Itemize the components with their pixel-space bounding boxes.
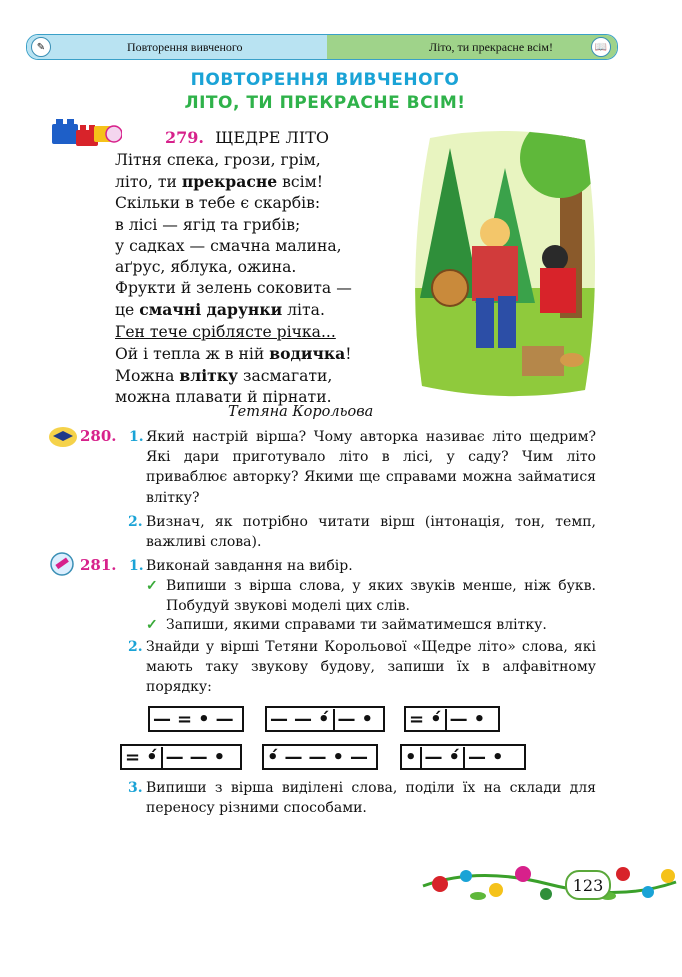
header-right bbox=[327, 35, 617, 59]
lego-blocks-icon bbox=[50, 116, 122, 148]
sound-model: — — •́ — • bbox=[265, 706, 385, 732]
pen-icon: ✎ bbox=[31, 37, 51, 57]
poem-line: Скільки в тебе є скарбів: bbox=[115, 194, 321, 213]
floral-ornament bbox=[418, 856, 680, 912]
sound-model: •́ — — • — bbox=[262, 744, 378, 770]
poem-line: Літня спека, грози, грім, bbox=[115, 151, 321, 169]
poem-author: Тетяна Корольова bbox=[228, 404, 374, 420]
exercise-281-choice-1: Випиши з вірша слова, у яких звуків менше, ніж букв. Побудуй звукові моделі цих слів. bbox=[166, 578, 596, 615]
poem-line: у садках — смачна малина, bbox=[115, 236, 342, 255]
exercise-281-task-2: Знайди у вірші Тетяни Корольової «Щедре літо» слова, які мають таку звукову будову, запиши їх в алфавітному порядку: bbox=[146, 639, 596, 696]
exercise-279-number: 279. bbox=[165, 128, 204, 147]
poem-line: літо, ти прекрасне всім! bbox=[115, 172, 324, 192]
exercise-281-task-3: Випиши з вірша виділені слова, поділи їх на склади для переносу різними способами. bbox=[146, 780, 596, 817]
poem-line: аґрус, яблука, ожина. bbox=[115, 258, 297, 277]
page-subtitle: ЛІТО, ТИ ПРЕКРАСНЕ ВСІМ! bbox=[184, 93, 466, 113]
poem-line: Ой і тепла ж в ній водичка! bbox=[115, 343, 352, 363]
exercise-281-sub-3: 3. bbox=[128, 780, 143, 796]
poem-line: Ген тече сріблясте річка... bbox=[115, 322, 336, 341]
poem-line: Можна влітку засмагати, bbox=[115, 366, 333, 386]
exercise-280-sub-2: 2. bbox=[128, 514, 143, 530]
sound-model: = •́ — — • bbox=[120, 744, 242, 770]
check-icon: ✓ bbox=[146, 578, 158, 594]
exercise-281-choice-2: Запиши, якими справами ти займатимешся влітку. bbox=[166, 617, 547, 633]
exercise-280-task-2: Визнач, як потрібно читати вірш (інтонація, тон, темп, важливі слова). bbox=[146, 514, 596, 551]
page-title: ПОВТОРЕННЯ ВИВЧЕНОГО bbox=[190, 70, 460, 90]
poem-line: це смачні дарунки літа. bbox=[115, 300, 325, 320]
summer-forest-illustration bbox=[410, 128, 600, 400]
sound-model: • — •́ — • bbox=[400, 744, 526, 770]
header-right-label: Літо, ти прекрасне всім! bbox=[428, 39, 553, 54]
exercise-280-number: 280. bbox=[80, 427, 117, 445]
exercise-281-task-1: Виконай завдання на вибір. bbox=[146, 558, 353, 574]
header-bar bbox=[26, 34, 618, 60]
poem-line: Фрукти й зелень соковита — bbox=[115, 279, 352, 298]
exercise-281-number: 281. bbox=[80, 556, 117, 574]
page-number: 123 bbox=[565, 870, 611, 900]
exercise-279-title: ЩЕДРЕ ЛІТО bbox=[215, 128, 329, 147]
sound-model: = •́ — • bbox=[404, 706, 500, 732]
graduation-cap-icon bbox=[48, 426, 78, 448]
exercise-281-sub-2: 2. bbox=[128, 639, 143, 655]
pencil-notebook-icon bbox=[48, 552, 76, 576]
check-icon: ✓ bbox=[146, 617, 158, 633]
header-left-label: Повторення вивченого bbox=[127, 39, 243, 54]
poem-line: в лісі — ягід та грибів; bbox=[115, 215, 301, 234]
book-icon: 📖 bbox=[591, 37, 611, 57]
exercise-281-sub-1: 1. bbox=[129, 558, 144, 574]
sound-model: — = • — bbox=[148, 706, 244, 732]
header-left bbox=[27, 35, 327, 59]
exercise-280-sub-1: 1. bbox=[129, 429, 144, 445]
poem-line: можна плавати й пірнати. bbox=[115, 388, 332, 407]
exercise-280-task-1: Який настрій вірша? Чому авторка називає літо щедрим? Які дари приготувало літо в лісі, у саду? Чим літо приваблює авторку? Якими ще справами можна займатися влітку? bbox=[146, 429, 596, 506]
poem bbox=[115, 150, 352, 408]
